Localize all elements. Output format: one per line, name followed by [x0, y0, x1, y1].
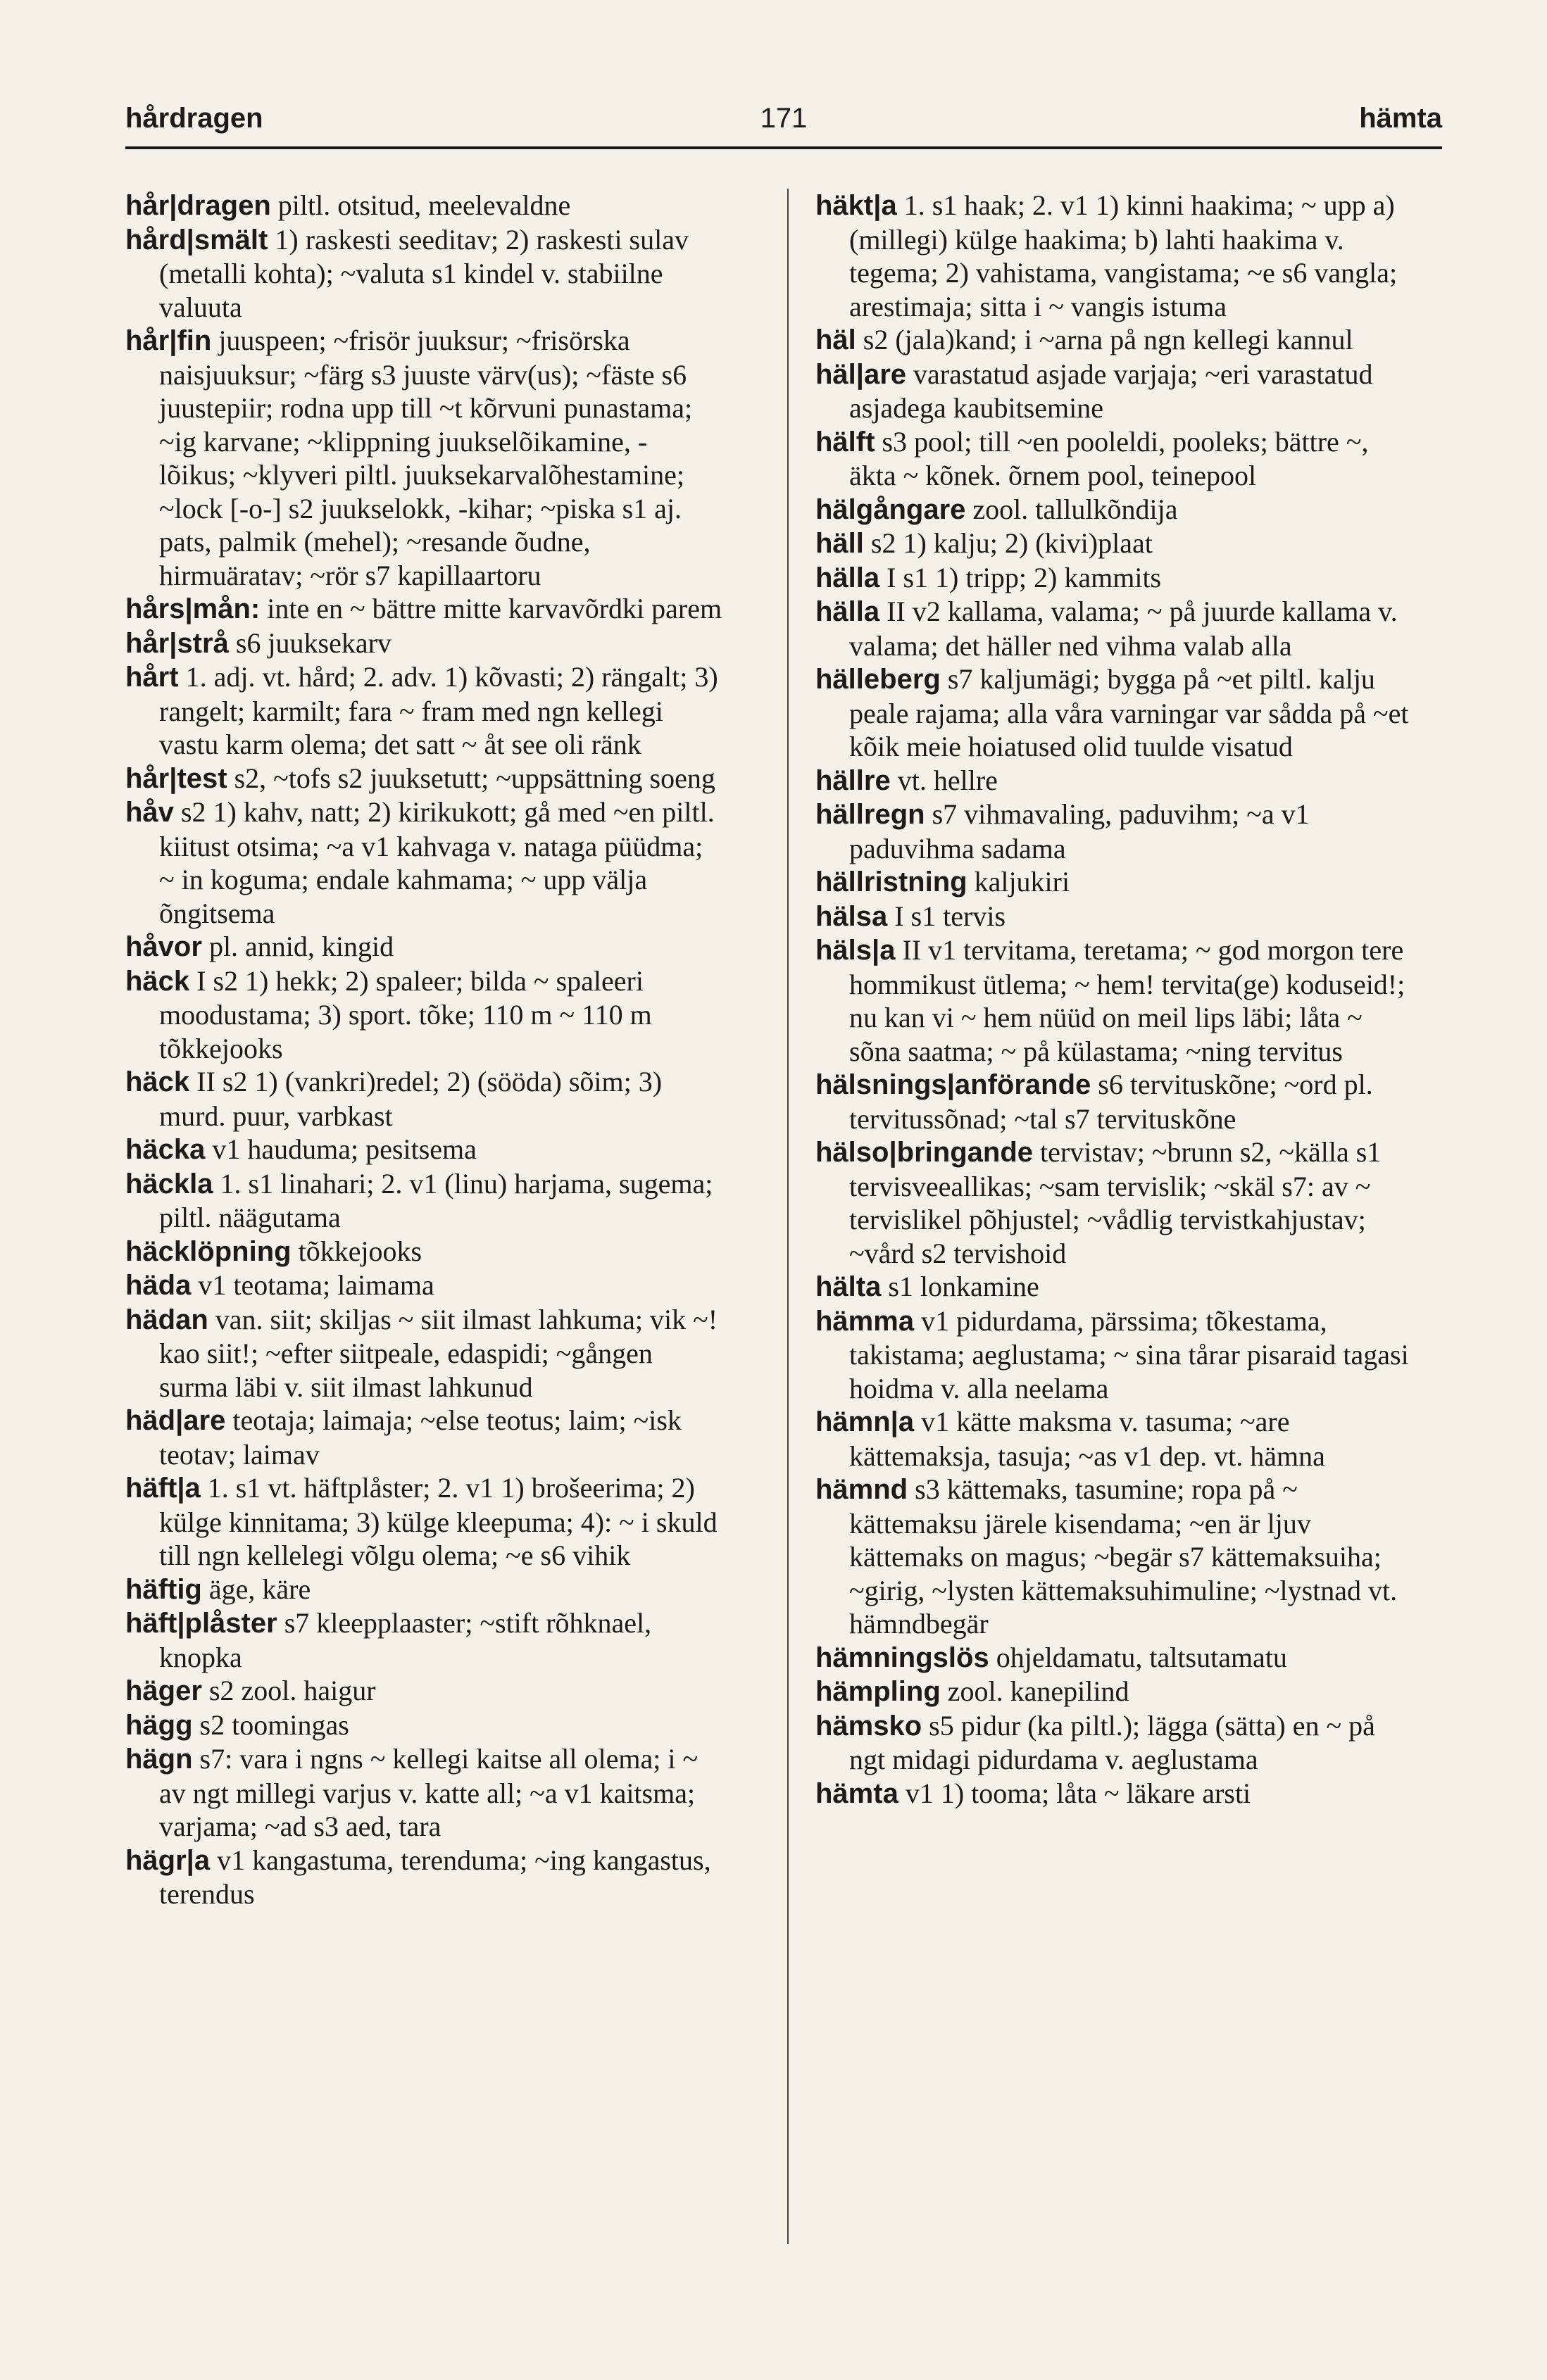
dictionary-entry [815, 493, 1414, 527]
entry-headword: häck [125, 965, 190, 997]
entry-definition: s6 juuksekarv [228, 627, 392, 659]
dictionary-entry [125, 964, 724, 1066]
entry-headword: hår|dragen [125, 190, 271, 221]
right-column [815, 189, 1414, 1811]
entry-definition: II v1 tervitama, teretama; ~ god morgon tere hommikust ütlema; ~ hem! tervita(ge) koduseid!; nu kan vi ~ hem nüüd on meil lips läbi; låta ~ sõna saatma; ~ på külastama; ~ning tervitus [849, 934, 1405, 1067]
entry-definition: s3 kättemaks, tasumine; ropa på ~ kättemaksu järele kisendama; ~en är ljuv kättemaks on magus; ~begär s7 kättemaksuiha; ~girig, ~lysten kättemaksuhimuline; ~lystnad vt. hämndbegär [849, 1473, 1398, 1639]
entry-headword: hämpling [815, 1676, 941, 1707]
entry-headword: hämnd [815, 1474, 908, 1505]
entry-headword: häcklöpning [125, 1235, 292, 1267]
entry-headword: hårt [125, 662, 179, 693]
dictionary-entry [125, 660, 724, 762]
dictionary-entry [815, 1270, 1414, 1304]
entry-definition: s7 vihmavaling, paduvihm; ~a v1 paduvihma sadama [849, 798, 1310, 864]
entry-definition: zool. kanepilind [940, 1675, 1129, 1707]
dictionary-entry [125, 1303, 724, 1404]
entry-definition: kaljukiri [967, 866, 1070, 898]
dictionary-entry [125, 1471, 724, 1573]
entry-headword: häls|a [815, 935, 896, 966]
entry-definition: s7 kaljumägi; bygga på ~et piltl. kalju peale rajama; alla våra varningar var sådda på ~et kõik meie hoiatused olid tuulde visatud [849, 663, 1409, 762]
dictionary-entry [815, 1405, 1414, 1473]
entry-definition: s3 pool; till ~en pooleldi, pooleks; bättre ~, äkta ~ kõnek. õrnem pool, teinepool [849, 425, 1369, 491]
dictionary-entry [815, 1135, 1414, 1270]
dictionary-entry [125, 189, 724, 223]
entry-definition: II v2 kallama, valama; ~ på juurde kallama v. valama; det häller ned vihma valab alla [849, 596, 1398, 662]
entry-definition: v1 kätte maksma v. tasuma; ~are kättemaksja, tasuja; ~as v1 dep. vt. hämna [849, 1406, 1325, 1472]
entry-headword: hämta [815, 1777, 898, 1809]
dictionary-entry [815, 561, 1414, 596]
dictionary-entry [815, 425, 1414, 493]
header-first-word: hårdragen [125, 103, 263, 134]
entry-definition: inte en ~ bättre mitte karvavõrdki parem [260, 593, 722, 624]
entry-headword: hälsa [815, 900, 888, 932]
dictionary-entry [815, 595, 1414, 662]
entry-headword: hälso|bringande [815, 1137, 1034, 1168]
column-divider [787, 189, 789, 2244]
dictionary-entry [815, 1473, 1414, 1641]
entry-definition: s7 kleepplaaster; ~stift rõhknael, knopka [159, 1607, 652, 1673]
entry-definition: I s1 tervis [887, 900, 1006, 932]
dictionary-entry [125, 1844, 724, 1911]
dictionary-entry [815, 1777, 1414, 1811]
entry-headword: hämningslös [815, 1642, 989, 1673]
entry-headword: håv [125, 797, 174, 828]
entry-definition: s1 lonkamine [881, 1271, 1039, 1302]
entry-definition: piltl. otsitud, meelevaldne [270, 189, 571, 221]
entry-definition: v1 teotama; laimama [191, 1269, 434, 1301]
entry-headword: hälla [815, 596, 880, 627]
dictionary-entry [125, 1167, 724, 1235]
dictionary-entry [125, 930, 724, 964]
entry-headword: häda [125, 1270, 192, 1301]
dictionary-entry [125, 1708, 724, 1743]
entry-headword: håvor [125, 931, 202, 962]
entry-definition: juuspeen; ~frisör juuksur; ~frisörska naisjuuksur; ~färg s3 juuste värv(us); ~fäste s6 juustepiir; rodna upp till ~t kõrvuni punastama; ~ig karvane; ~klippning juukselõikamine, -lõikus; ~klyveri piltl. juuksekarvalõhestamine; ~lock [-o-] s2 juukselokk, -kihar; ~piska s1 aj. pats, palmik (mehel); ~resande õudne, hirmuäratav; ~rör s7 kapillaartoru [159, 325, 693, 591]
dictionary-entry [125, 324, 724, 592]
entry-headword: hällristning [815, 867, 967, 898]
entry-definition: pl. annid, kingid [201, 931, 394, 962]
entry-headword: häll [815, 528, 864, 559]
entry-definition: van. siit; skiljas ~ siit ilmast lahkuma; vik ~! kao siit!; ~efter siitpeale, edaspidi; ~gången surma läbi v. siit ilmast lahkunud [159, 1303, 718, 1403]
entry-definition: v1 pidurdama, pärssima; tõkestama, takistama; aeglustama; ~ sina tårar pisaraid tagasi hoidma v. alla neelama [849, 1304, 1409, 1404]
entry-headword: hälsnings|anförande [815, 1069, 1091, 1100]
dictionary-entry [815, 662, 1414, 764]
entry-headword: hård|smält [125, 224, 268, 256]
entry-headword: häkt|a [815, 190, 897, 221]
header-last-word: hämta [1359, 103, 1442, 134]
entry-headword: hår|strå [125, 627, 229, 659]
entry-definition: s2 toomingas [192, 1708, 349, 1741]
entry-headword: hägr|a [125, 1844, 211, 1876]
entry-definition: tervistav; ~brunn s2, ~källa s1 tervisveeallikas; ~sam tervislik; ~skäl s7: av ~ tervislikel põhjustel; ~vådlig tervistkahjustav; ~vård s2 tervishoid [849, 1136, 1382, 1269]
dictionary-entry [815, 1304, 1414, 1406]
entry-headword: häck [125, 1066, 190, 1097]
dictionary-entry [815, 323, 1414, 358]
entry-definition: s2 1) kalju; 2) (kivi)plaat [863, 527, 1153, 559]
dictionary-entry [815, 798, 1414, 865]
entry-headword: hämn|a [815, 1406, 915, 1437]
entry-definition: s6 tervituskõne; ~ord pl. tervitussõnad; ~tal s7 tervituskõne [849, 1069, 1373, 1135]
left-column [125, 189, 724, 1911]
dictionary-entry [815, 764, 1414, 798]
entry-definition: zool. tallulkõndija [965, 493, 1178, 525]
entry-definition: varastatud asjade varjaja; ~eri varastatud asjadega kaubitsemine [849, 358, 1373, 424]
entry-headword: häftig [125, 1573, 202, 1605]
entry-definition: 1. s1 haak; 2. v1 1) kinni haakima; ~ upp a) (millegi) külge haakima; b) lahti haakima v. tegema; 2) vahistama, vangistama; ~e s6 vangla; arestimaja; sitta i ~ vangis istuma [849, 189, 1398, 322]
entry-definition: s5 pidur (ka piltl.); lägga (sätta) en ~ på ngt midagi pidurdama v. aeglustama [849, 1709, 1375, 1775]
dictionary-entry [125, 592, 724, 627]
dictionary-entry [125, 1133, 724, 1167]
dictionary-entry [125, 762, 724, 796]
entry-definition: s2 zool. haigur [201, 1675, 376, 1706]
dictionary-entry [125, 1404, 724, 1471]
dictionary-entry [815, 527, 1414, 561]
entry-definition: v1 kangastuma, terenduma; ~ing kangastus, terendus [159, 1844, 711, 1910]
dictionary-entry [815, 1068, 1414, 1135]
dictionary-entry [125, 1573, 724, 1607]
entry-definition: teotaja; laimaja; ~else teotus; laim; ~isk teotav; laimav [159, 1404, 682, 1471]
entry-headword: häl|are [815, 358, 907, 390]
entry-headword: hår|fin [125, 325, 212, 356]
dictionary-entry [815, 865, 1414, 900]
dictionary-entry [815, 189, 1414, 323]
dictionary-entry [125, 1606, 724, 1674]
entry-headword: hälgångare [815, 493, 966, 525]
entry-headword: häft|a [125, 1473, 201, 1504]
entry-headword: hälta [815, 1271, 882, 1302]
entry-definition: v1 hauduma; pesitsema [205, 1133, 477, 1165]
dictionary-entry [815, 1675, 1414, 1709]
entry-definition: s7: vara i ngns ~ kellegi kaitse all olema; i ~ av ngt millegi varjus v. katte all; ~a v1 kaitsma; varjama; ~ad s3 aed, tara [159, 1743, 699, 1842]
entry-headword: häft|plåster [125, 1608, 277, 1639]
entry-definition: s2, ~tofs s2 juuksetutt; ~uppsättning soeng [227, 762, 715, 794]
page-number: 171 [760, 103, 808, 134]
dictionary-entry [815, 1709, 1414, 1777]
entry-definition: 1) raskesti seeditav; 2) raskesti sulav (metalli kohta); ~valuta s1 kindel v. stabiilne valuuta [159, 223, 689, 323]
entry-definition: vt. hellre [890, 764, 998, 796]
entry-definition: s2 1) kahv, natt; 2) kirikukott; gå med ~en piltl. kiitust otsima; ~a v1 kahvaga v. nataga püüdma; ~ in koguma; endale kahmama; ~ upp välja õngitsema [159, 796, 715, 929]
entry-definition: s2 (jala)kand; i ~arna på ngn kellegi kannul [856, 324, 1353, 355]
entry-headword: hädan [125, 1304, 208, 1335]
dictionary-entry [125, 1268, 724, 1303]
dictionary-entry [815, 1641, 1414, 1675]
entry-definition: ohjeldamatu, taltsutamatu [989, 1641, 1287, 1673]
entry-headword: hällregn [815, 799, 925, 830]
entry-headword: häckla [125, 1168, 213, 1200]
entry-definition: v1 1) tooma; låta ~ läkare arsti [898, 1777, 1251, 1809]
entry-definition: I s1 1) tripp; 2) kammits [879, 561, 1162, 593]
entry-headword: hälla [815, 562, 880, 593]
entry-headword: hårs|mån: [125, 593, 261, 624]
entry-headword: hälft [815, 426, 875, 458]
dictionary-entry [815, 358, 1414, 425]
entry-headword: häger [125, 1675, 202, 1706]
entry-headword: hällre [815, 764, 891, 796]
dictionary-entry [125, 1742, 724, 1844]
entry-definition: 1. s1 linahari; 2. v1 (linu) harjama, sugema; piltl. näägutama [159, 1167, 713, 1233]
entry-definition: 1. s1 vt. häftplåster; 2. v1 1) brošeerima; 2) külge kinnitama; 3) külge kleepuma; 4): ~ i skuld till ngn kellelegi võlgu olema; ~e s6 vihik [159, 1472, 718, 1571]
entry-headword: häl [815, 325, 856, 355]
entry-headword: hägn [125, 1744, 193, 1775]
entry-definition: 1. adj. vt. hård; 2. adv. 1) kõvasti; 2) rängalt; 3) rangelt; karmilt; fara ~ fram med ngn kellegi vastu karm olema; det satt ~ åt see oli ränk [159, 661, 718, 760]
entry-headword: hår|test [125, 762, 227, 794]
dictionary-entry [125, 223, 724, 325]
dictionary-entry [125, 1674, 724, 1708]
entry-headword: häd|are [125, 1405, 226, 1436]
entry-definition: II s2 1) (vankri)redel; 2) (sööda) sõim; 3) murd. puur, varbkast [159, 1066, 663, 1132]
entry-headword: häcka [125, 1134, 206, 1165]
dictionary-entry [815, 933, 1414, 1068]
entry-headword: hämma [815, 1305, 915, 1337]
entry-definition: tõkkejooks [291, 1235, 422, 1267]
dictionary-entry [125, 1235, 724, 1269]
entry-headword: hämsko [815, 1710, 922, 1742]
entry-definition: I s2 1) hekk; 2) spaleer; bilda ~ spaleeri moodustama; 3) sport. tõke; 110 m ~ 110 m tõkkejooks [159, 964, 652, 1064]
dictionary-entry [815, 900, 1414, 934]
dictionary-entry [125, 627, 724, 661]
entry-headword: hälleberg [815, 664, 941, 695]
dictionary-entry [125, 795, 724, 930]
dictionary-entry [125, 1065, 724, 1133]
entry-headword: hägg [125, 1709, 193, 1741]
page-header [125, 90, 1442, 149]
entry-definition: äge, käre [201, 1573, 311, 1605]
